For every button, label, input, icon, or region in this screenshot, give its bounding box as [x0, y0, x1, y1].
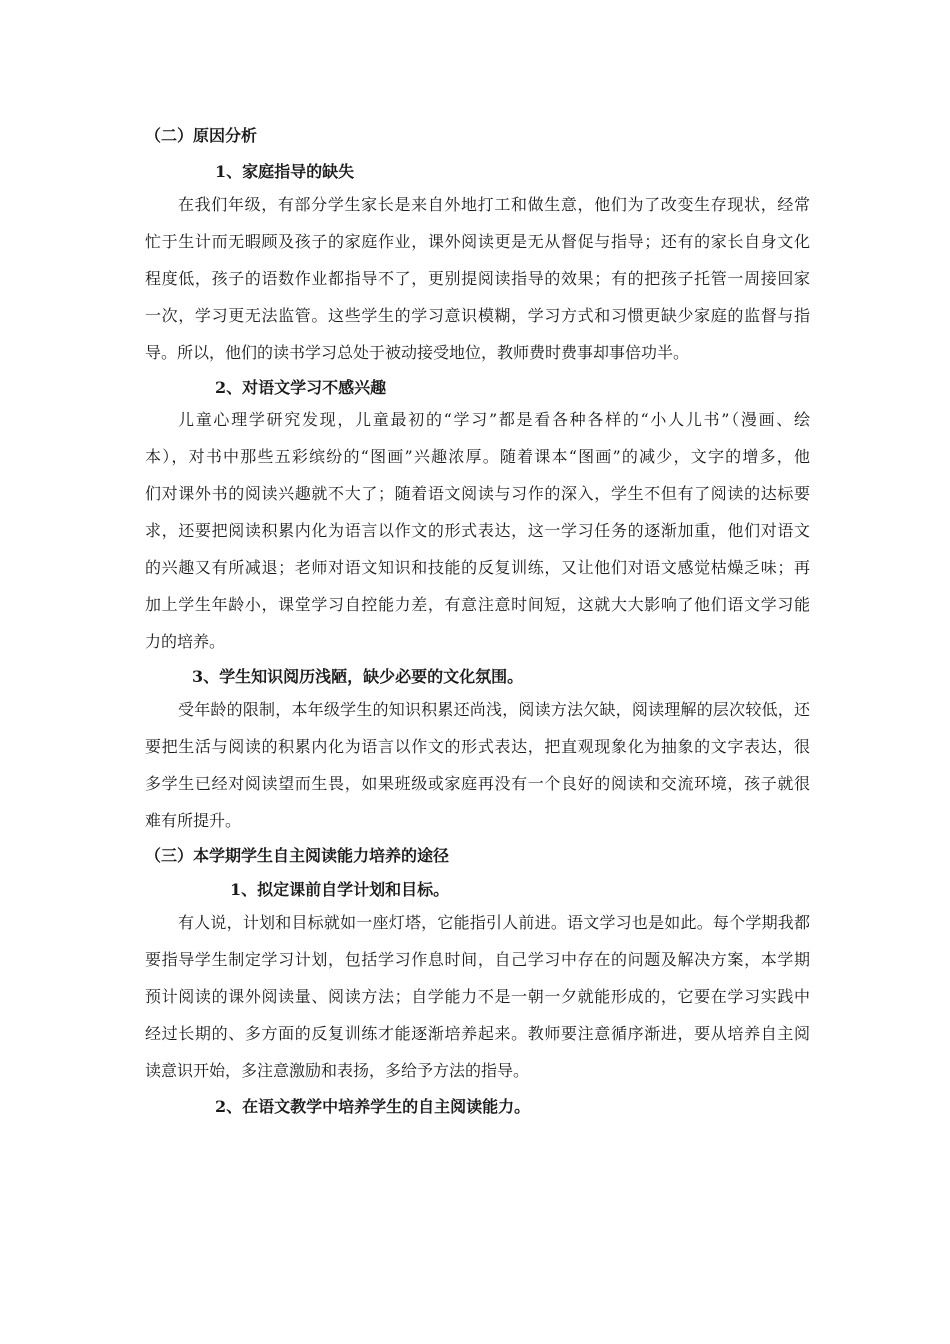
section-heading-causes: （二）原因分析	[145, 126, 258, 145]
paragraph-line: 儿童心理学研究发现，儿童最初的“学习”都是看各种各样的“小人儿书”（漫画、绘	[178, 410, 810, 429]
paragraph-line: 加上学生年龄小，课堂学习自控能力差，有意注意时间短，这就大大影响了他们语文学习能	[145, 595, 810, 614]
subheading-classroom-reading: 2、在语文教学中培养学生的自主阅读能力。	[215, 1097, 531, 1116]
paragraph-line: 的兴趣又有所减退；老师对语文知识和技能的反复训练，又让他们对语文感觉枯燥乏味；再	[145, 558, 810, 577]
subheading-study-plan: 1、拟定课前自学计划和目标。	[230, 880, 450, 899]
paragraph-line: 要指导学生制定学习计划，包括学习作息时间，自己学习中存在的问题及解决方案，本学期	[145, 950, 810, 969]
paragraph-line: 们对课外书的阅读兴趣就不大了；随着语文阅读与习作的深入，学生不但有了阅读的达标要	[145, 484, 810, 503]
paragraph-line: 经过长期的、多方面的反复训练才能逐渐培养起来。教师要注意循序渐进，要从培养自主阅	[145, 1024, 810, 1043]
paragraph-line: 忙于生计而无暇顾及孩子的家庭作业，课外阅读更是无从督促与指导；还有的家长自身文化	[145, 232, 810, 251]
paragraph-line: 本），对书中那些五彩缤纷的“图画”兴趣浓厚。随着课本“图画”的减少，文字的增多，他	[145, 447, 810, 466]
paragraph-line: 读意识开始，多注意激励和表扬，多给予方法的指导。	[145, 1061, 530, 1080]
paragraph-line: 一次，学习更无法监管。这些学生的学习意识模糊，学习方式和习惯更缺少家庭的监督与指	[145, 306, 810, 325]
section-heading-approaches: （三）本学期学生自主阅读能力培养的途径	[145, 846, 450, 865]
paragraph-line: 受年龄的限制，本年级学生的知识积累还尚浅，阅读方法欠缺，阅读理解的层次较低，还	[178, 700, 810, 719]
paragraph-line: 在我们年级，有部分学生家长是来自外地打工和做生意，他们为了改变生存现状，经常	[178, 195, 810, 214]
subheading-limited-knowledge: 3、学生知识阅历浅陋，缺少必要的文化氛围。	[192, 667, 524, 686]
paragraph-line: 求，还要把阅读积累内化为语言以作文的形式表达，这一学习任务的逐渐加重，他们对语文	[145, 521, 810, 540]
paragraph-line: 要把生活与阅读的积累内化为语言以作文的形式表达，把直观现象化为抽象的文字表达，很	[145, 737, 810, 756]
paragraph-line: 程度低，孩子的语数作业都指导不了，更别提阅读指导的效果；有的把孩子托管一周接回家	[145, 269, 810, 288]
subheading-family-guidance: 1、家庭指导的缺失	[215, 162, 355, 181]
paragraph-line: 导。所以，他们的读书学习总处于被动接受地位，教师费时费事却事倍功半。	[145, 343, 690, 362]
subheading-no-interest: 2、对语文学习不感兴趣	[215, 378, 387, 397]
paragraph-line: 力的培养。	[145, 632, 226, 651]
paragraph-line: 有人说，计划和目标就如一座灯塔，它能指引人前进。语文学习也是如此。每个学期我都	[178, 913, 810, 932]
paragraph-line: 难有所提升。	[145, 811, 242, 830]
paragraph-line: 预计阅读的课外阅读量、阅读方法；自学能力不是一朝一夕就能形成的，它要在学习实践中	[145, 987, 810, 1006]
paragraph-line: 多学生已经对阅读望而生畏，如果班级或家庭再没有一个良好的阅读和交流环境，孩子就很	[145, 774, 810, 793]
